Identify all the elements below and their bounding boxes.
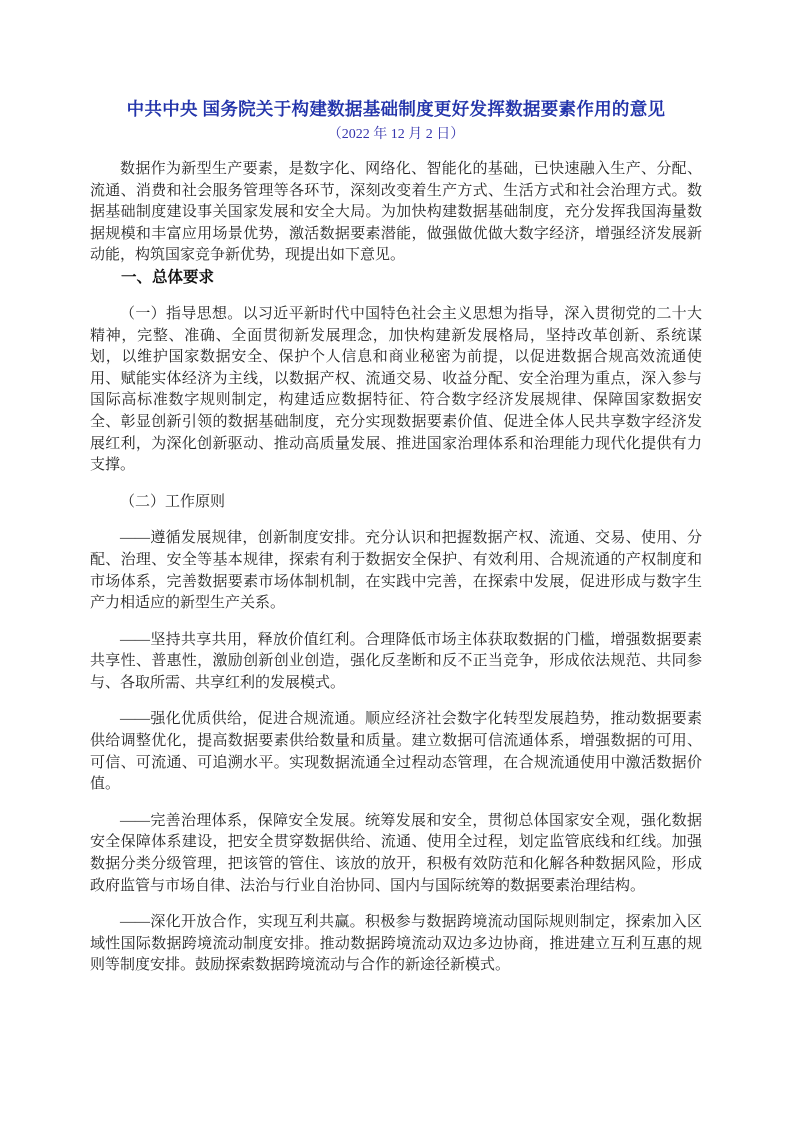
- paragraph-guiding-ideology: （一）指导思想。以习近平新时代中国特色社会主义思想为指导，深入贯彻党的二十大精神，完整、准确、全面贯彻新发展理念，加快构建新发展格局，坚持改革创新、系统谋划，以维护国家数据安全、保护个人信息和商业秘密为前提，以促进数据合规高效流通使用、赋能实体经济为主线，以数据产权、流通交易、收益分配、安全治理为重点，深入参与国际高标准数字规则制定，构建适应数据特征、符合数字经济发展规律、保障国家数据安全、彰显创新引领的数据基础制度，充分实现数据要素价值、促进全体人民共享数字经济发展红利，为深化创新驱动、推动高质量发展、推进国家治理体系和治理能力现代化提供有力支撑。: [90, 305, 702, 474]
- paragraph-principle-follow-development-laws: ——遵循发展规律，创新制度安排。充分认识和把握数据产权、流通、交易、使用、分配、治理、安全等基本规律，探索有利于数据安全保护、有效利用、合规流通的产权制度和市场体系，完善数据要素市场体制机制，在实践中完善，在探索中发展，促进形成与数字生产力相适应的新型生产关系。: [90, 530, 702, 612]
- paragraph-principle-quality-supply: ——强化优质供给，促进合规流通。顺应经济社会数字化转型发展趋势，推动数据要素供给调整优化，提高数据要素供给数量和质量。建立数据可信流通体系，增强数据的可用、可信、可流通、可追溯水平。实现数据流通全过程动态管理，在合规流通使用中激活数据价值。: [90, 711, 702, 793]
- document-content: [90, 0, 702, 977]
- document-date: （2022 年 12 月 2 日）: [327, 127, 465, 142]
- document-title: 中共中央 国务院关于构建数据基础制度更好发挥数据要素作用的意见: [126, 99, 666, 119]
- paragraph-work-principles-label: （二）工作原则: [120, 493, 226, 510]
- section-heading-overall-requirements: 一、总体要求: [121, 268, 215, 286]
- paragraph-principle-governance-system: ——完善治理体系，保障安全发展。统筹发展和安全，贯彻总体国家安全观，强化数据安全保障体系建设，把安全贯穿数据供给、流通、使用全过程，划定监管底线和红线。加强数据分类分级管理，把该管的管住、该放的放开，积极有效防范和化解各种数据风险，形成政府监管与市场自律、法治与行业自治协同、国内与国际统筹的数据要素治理结构。: [90, 812, 702, 894]
- paragraph-principle-sharing-and-common-use: ——坚持共享共用，释放价值红利。合理降低市场主体获取数据的门槛，增强数据要素共享性、普惠性，激励创新创业创造，强化反垄断和反不正当竞争，形成依法规范、共同参与、各取所需、共享红利的发展模式。: [90, 631, 702, 691]
- document-body: [90, 159, 702, 977]
- paragraph-principle-open-cooperation: ——深化开放合作，实现互利共赢。积极参与数据跨境流动国际规则制定，探索加入区域性国际数据跨境流动制度安排。推动数据跨境流动双边多边协商，推进建立互利互惠的规则等制度安排。鼓励探索数据跨境流动与合作的新途径新模式。: [90, 914, 702, 974]
- paragraph-intro: 数据作为新型生产要素，是数字化、网络化、智能化的基础，已快速融入生产、分配、流通、消费和社会服务管理等各环节，深刻改变着生产方式、生活方式和社会治理方式。数据基础制度建设事关国家发展和安全大局。为加快构建数据基础制度，充分发挥我国海量数据规模和丰富应用场景优势，激活数据要素潜能，做强做优做大数字经济，增强经济发展新动能，构筑国家竞争新优势，现提出如下意见。: [90, 161, 702, 264]
